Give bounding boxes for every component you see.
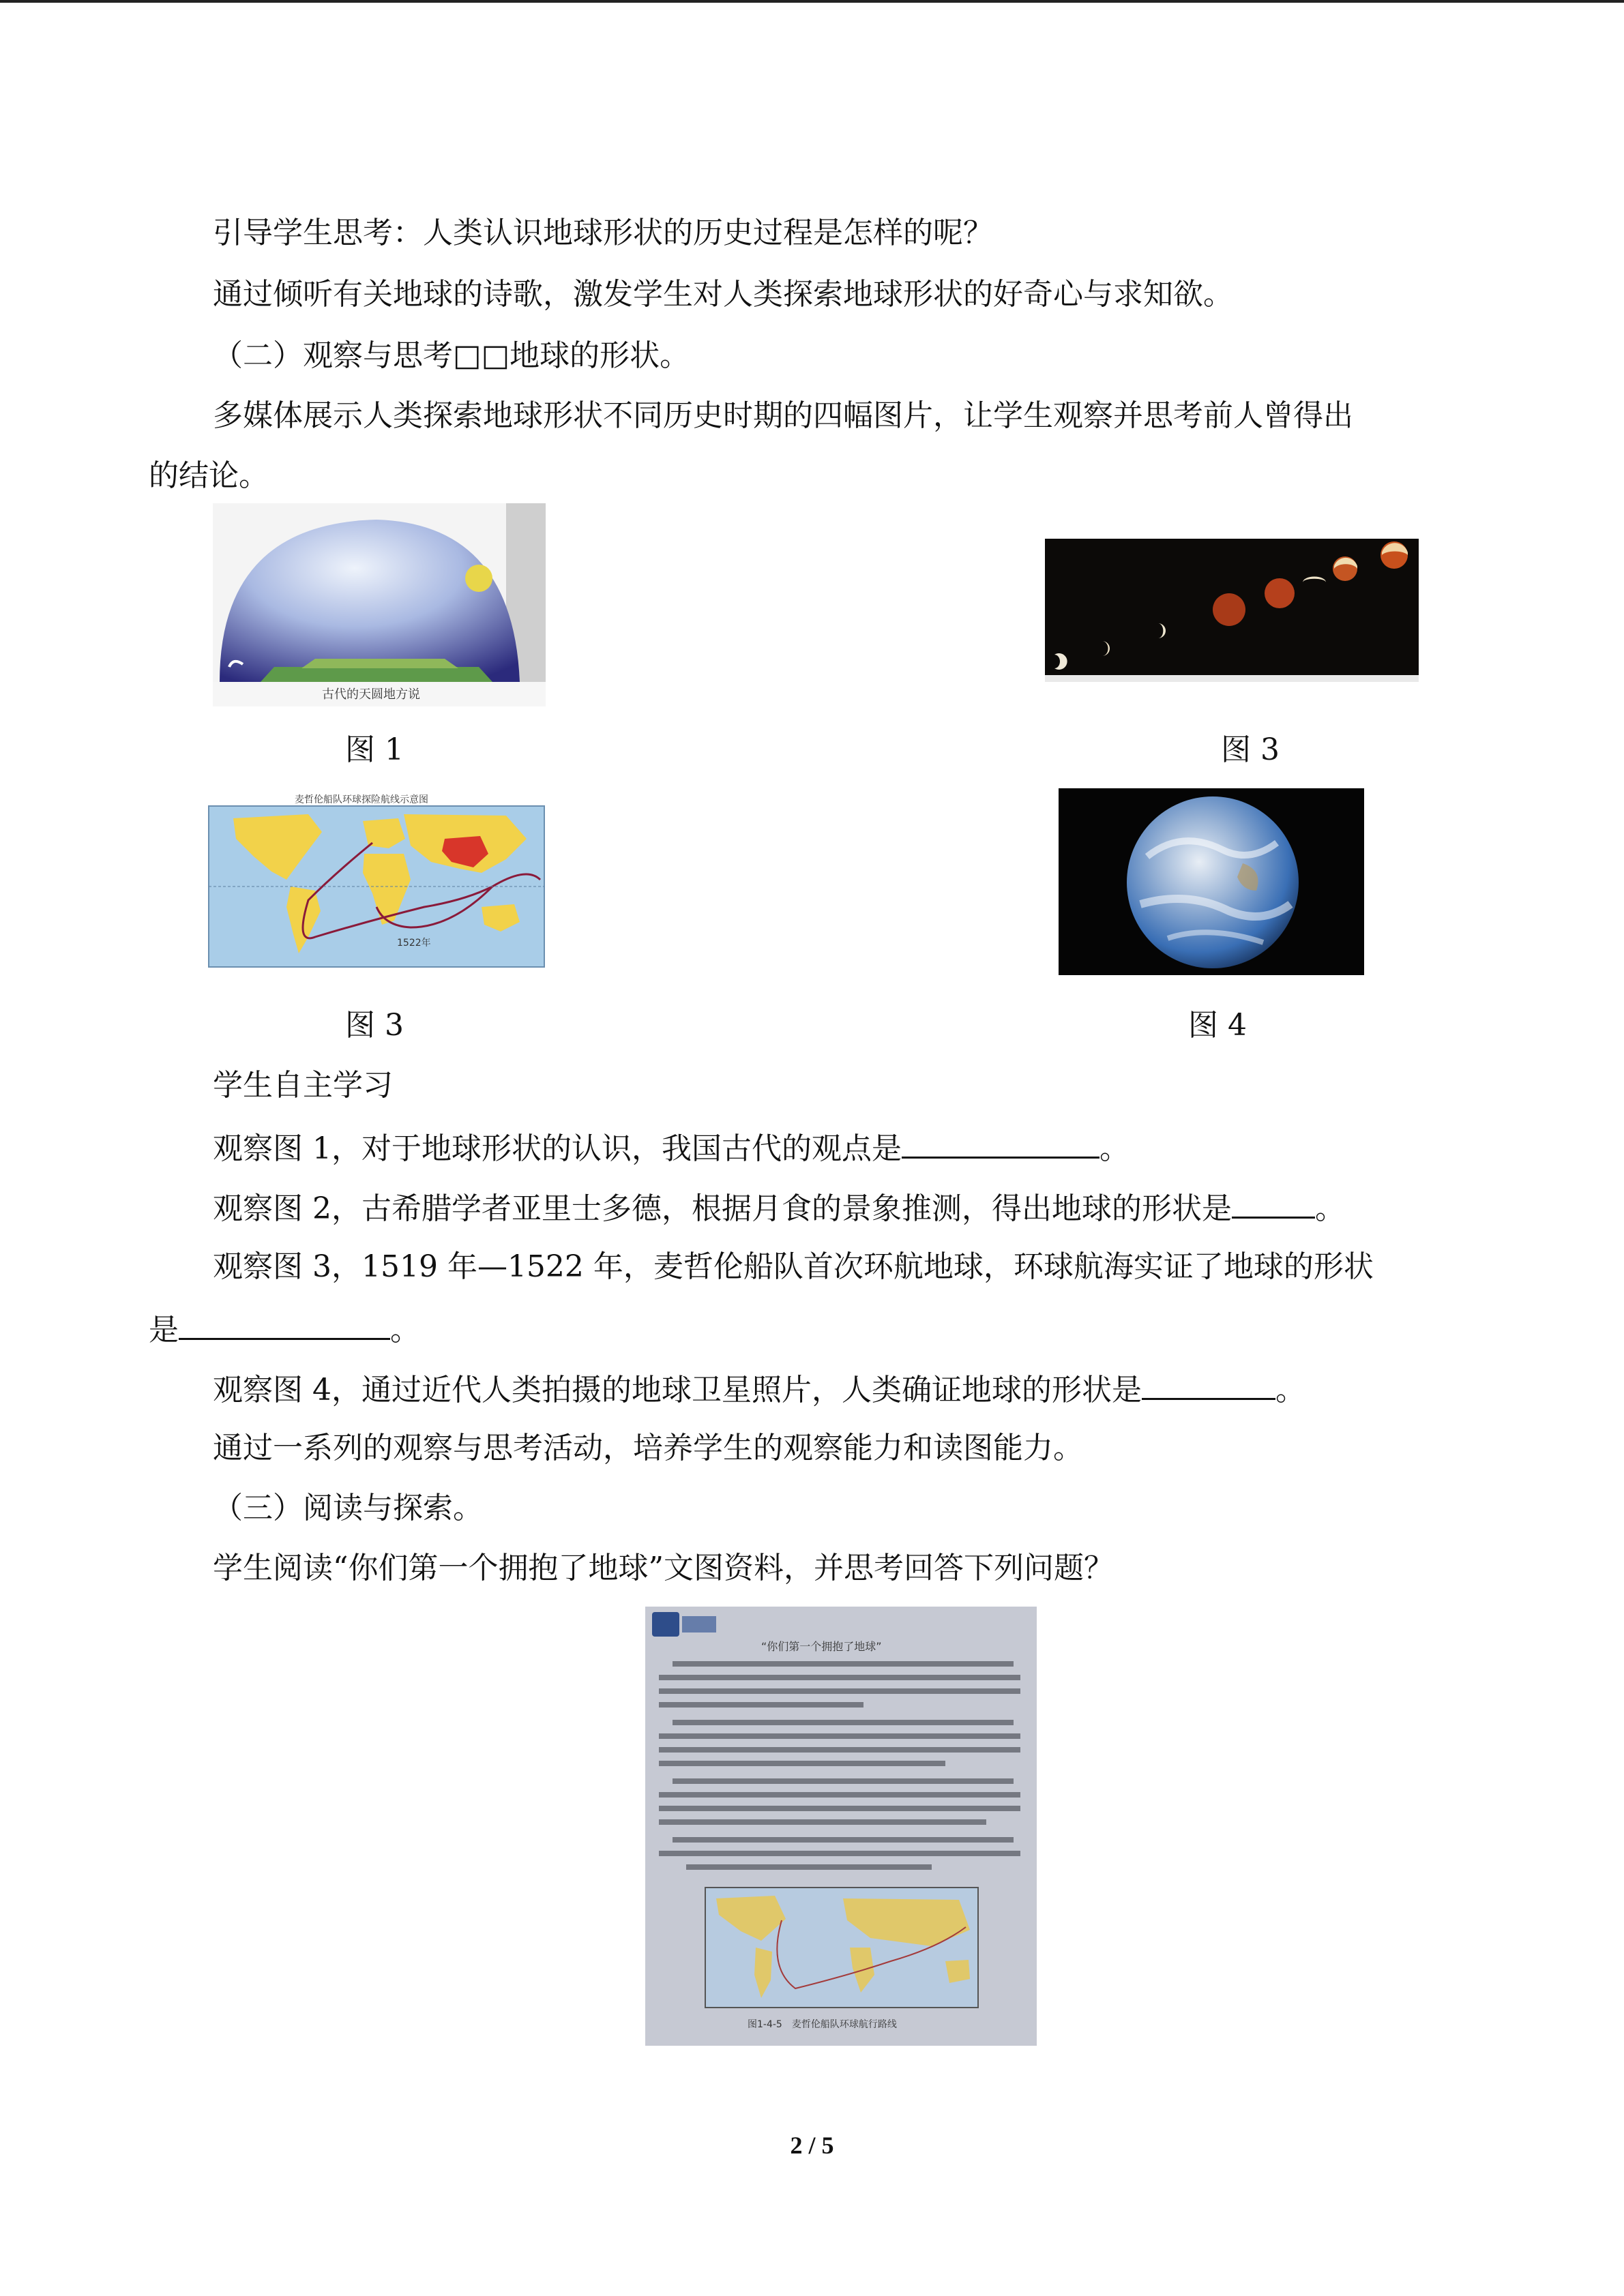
paragraph-multimedia-2: 的结论。 [149, 458, 269, 493]
figure-3-world-map [206, 791, 547, 970]
figure-1-inner-label: 古代的天圆地方说 [322, 687, 420, 702]
answer-blank-4[interactable] [1142, 1368, 1275, 1400]
question-figure-2-end: 。 [1314, 1191, 1345, 1226]
question-figure-1-text: 观察图 1，对于地球形状的认识，我国古代的观点是 [213, 1131, 902, 1166]
paragraph-self-study: 学生自主学习 [213, 1068, 393, 1103]
answer-blank-1[interactable] [902, 1127, 1099, 1159]
figure-3-inner-title: 麦哲伦船队环球探险航线示意图 [295, 794, 428, 805]
question-figure-1 [213, 1127, 1130, 1169]
section-heading-observe: （二）观察与思考□□地球的形状。 [213, 338, 690, 373]
paragraph-multimedia-1: 多媒体展示人类探索地球形状不同历史时期的四幅图片，让学生观察并思考前人曾得出 [213, 398, 1353, 433]
reading-figure-caption: 图1-4-5 麦哲伦船队环球航行路线 [748, 2019, 897, 2030]
question-figure-3-line1: 观察图 3，1519 年—1522 年，麦哲伦船队首次环航地球，环球航海实证了地球的形状 [213, 1249, 1374, 1284]
paragraph-poem-interest: 通过倾听有关地球的诗歌，激发学生对人类探索地球形状的好奇心与求知欲。 [213, 277, 1233, 312]
question-figure-3-line2 [149, 1308, 420, 1351]
figure-1-image [213, 503, 546, 706]
question-figure-2 [213, 1187, 1345, 1229]
paragraph-ability: 通过一系列的观察与思考活动，培养学生的观察能力和读图能力。 [213, 1431, 1083, 1465]
reading-material-photo [645, 1607, 1037, 2046]
figure-4-earth-photo [1059, 788, 1364, 975]
question-figure-4-end: 。 [1275, 1373, 1305, 1407]
question-figure-4 [213, 1368, 1305, 1411]
paragraph-guide-question: 引导学生思考：人类认识地球形状的历史过程是怎样的呢？ [213, 215, 993, 250]
section-heading-reading: （三）阅读与探索。 [213, 1491, 483, 1525]
figure-1-caption: 图 1 [345, 732, 404, 767]
paragraph-reading-task: 学生阅读“你们第一个拥抱了地球”文图资料，并思考回答下列问题？ [213, 1551, 1114, 1585]
figure-4-caption: 图 4 [1188, 1008, 1247, 1043]
figure-3-year-label: 1522年 [397, 938, 431, 949]
page-number: 2 / 5 [790, 2132, 834, 2159]
figure-3-caption: 图 3 [345, 1008, 404, 1043]
question-figure-2-text: 观察图 2，古希腊学者亚里士多德，根据月食的景象推测，得出地球的形状是 [213, 1191, 1232, 1226]
question-figure-3-prefix: 是 [149, 1313, 179, 1347]
reading-title: “你们第一个拥抱了地球” [761, 1640, 882, 1653]
question-figure-3-end: 。 [390, 1313, 420, 1347]
figure-2-eclipse-image [1045, 539, 1419, 682]
figure-2-caption: 图 3 [1221, 732, 1280, 767]
question-figure-1-end: 。 [1099, 1131, 1130, 1166]
answer-blank-3[interactable] [179, 1308, 390, 1340]
question-figure-4-text: 观察图 4，通过近代人类拍摄的地球卫星照片，人类确证地球的形状是 [213, 1373, 1142, 1407]
answer-blank-2[interactable] [1232, 1187, 1315, 1219]
